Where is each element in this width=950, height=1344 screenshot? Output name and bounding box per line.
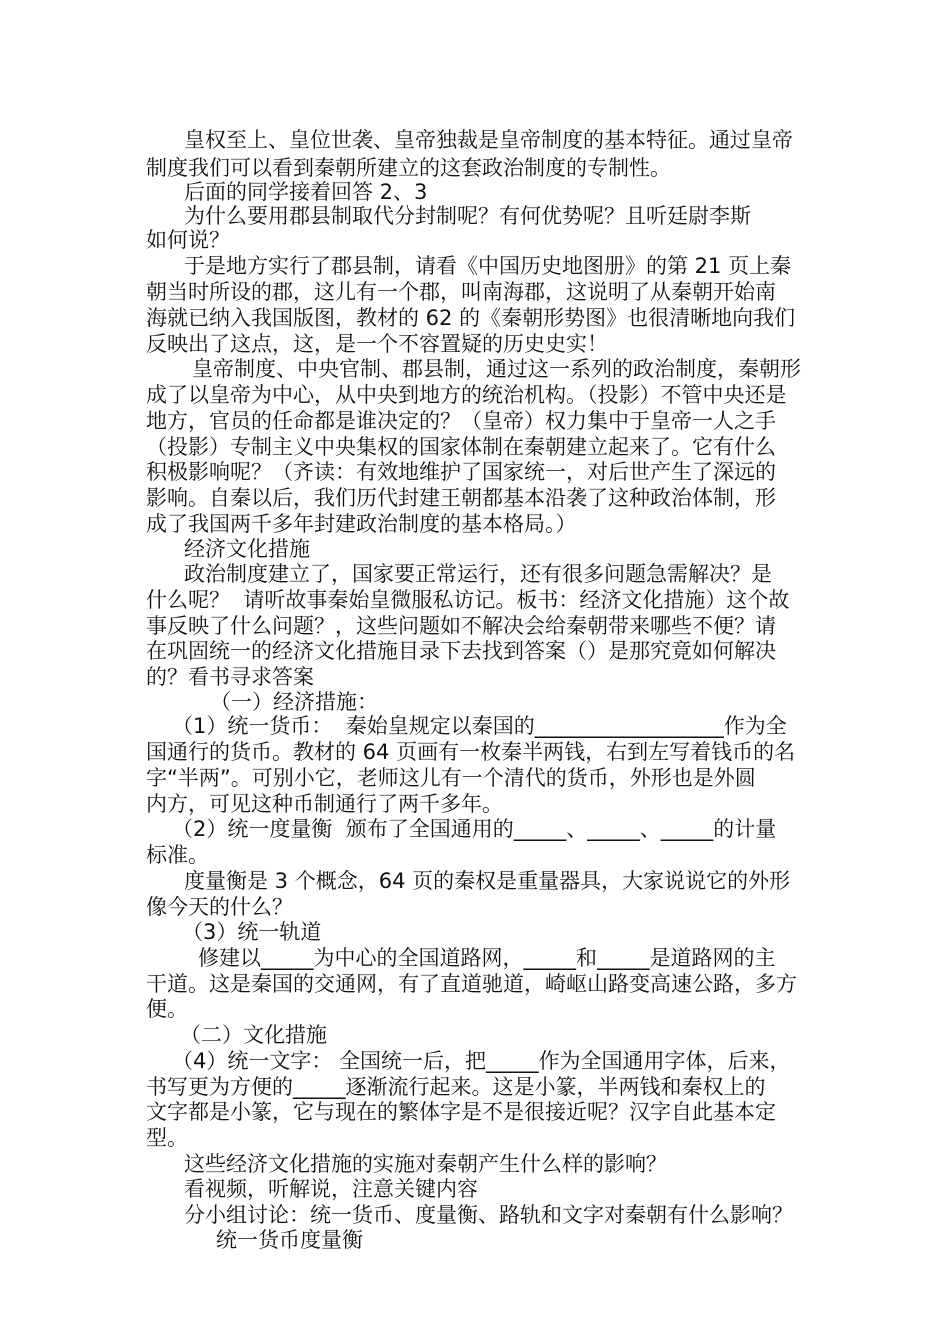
text-line: 度量衡是 3 个概念，64 页的秦权是重量器具，大家说说它的外形 xyxy=(184,869,791,893)
text-line: 朝当时所设的郡，这儿有一个郡，叫南海郡，这说明了从秦朝开始南 xyxy=(146,280,776,304)
text-line: 干道。这是秦国的交通网，有了直道驰道，崎岖山路变高速公路，多方 xyxy=(146,972,797,996)
text-line: 反映出了这点，这，是一个不容置疑的历史史实！ xyxy=(146,332,608,356)
text-line: （2）统一度量衡 颁布了全国通用的_____、_____、_____的计量 xyxy=(172,817,777,841)
text-line: 皇权至上、皇位世袭、皇帝独裁是皇帝制度的基本特征。通过皇帝 xyxy=(184,128,793,152)
text-line: 成了以皇帝为中心，从中央到地方的统治机构。（投影）不管中央还是 xyxy=(146,383,787,407)
text-line: 书写更为方便的_____逐渐流行起来。这是小篆，半两钱和秦权上的 xyxy=(146,1075,766,1099)
text-line: 地方，官员的任命都是谁决定的？（皇帝）权力集中于皇帝一人之手 xyxy=(146,409,776,433)
text-line: 事反映了什么问题？，这些问题如不解决会给秦朝带来哪些不便？请 xyxy=(146,614,776,638)
text-line: 这些经济文化措施的实施对秦朝产生什么样的影响？ xyxy=(184,1152,667,1176)
text-line: 修建以_____为中心的全国道路网，_____和_____是道路网的主 xyxy=(198,946,776,970)
text-line: 皇帝制度、中央官制、郡县制，通过这一系列的政治制度，秦朝形 xyxy=(192,357,801,381)
section-heading: 经济文化措施 xyxy=(184,537,310,561)
text-line: 成了我国两千多年封建政治制度的基本格局。） xyxy=(146,512,577,536)
text-line: 国通行的货币。教材的 64 页画有一枚秦半两钱，右到左写着钱币的名 xyxy=(146,740,796,764)
text-line: 在巩固统一的经济文化措施目录下去找到答案（）是那究竟如何解决 xyxy=(146,639,776,663)
text-line: 影响。自秦以后，我们历代封建王朝都基本沿袭了这种政治体制，形 xyxy=(146,486,776,510)
text-line: 分小组讨论：统一货币、度量衡、路轨和文字对秦朝有什么影响？ xyxy=(184,1203,793,1227)
text-line: 型。 xyxy=(146,1126,188,1150)
text-line: 统一货币度量衡 xyxy=(216,1228,363,1252)
text-line: 文字都是小篆，它与现在的繁体字是不是很接近呢？汉字自此基本定 xyxy=(146,1100,776,1124)
text-line: 像今天的什么？ xyxy=(146,895,293,919)
text-line: 积极影响呢？（齐读：有效地维护了国家统一，对后世产生了深远的 xyxy=(146,460,776,484)
text-line: （4）统一文字： 全国统一后，把_____作为全国通用字体，后来， xyxy=(172,1049,791,1073)
section-heading: （3）统一轨道 xyxy=(182,920,322,944)
text-line: 字“半两”。可别小它，老师这儿有一个清代的货币，外形也是外圆 xyxy=(146,766,756,790)
text-line: 标准。 xyxy=(146,843,209,867)
text-line: 为什么要用郡县制取代分封制呢？有何优势呢？且听廷尉李斯 xyxy=(184,204,751,228)
text-line: （1）统一货币： 秦始皇规定以秦国的__________________作为全 xyxy=(172,714,787,738)
section-heading: （一）经济措施： xyxy=(210,690,378,714)
section-heading: （二）文化措施 xyxy=(180,1023,327,1047)
text-line: 海就已纳入我国版图，教材的 62 的《秦朝形势图》也很清晰地向我们 xyxy=(146,306,796,330)
text-line: 如何说？ xyxy=(146,228,230,252)
text-line: 政治制度建立了，国家要正常运行，还有很多问题急需解决？是 xyxy=(184,562,772,586)
text-line: 什么呢？ 请听故事秦始皇微服私访记。板书：经济文化措施）这个故 xyxy=(146,588,790,612)
text-line: （投影）专制主义中央集权的国家体制在秦朝建立起来了。它有什么 xyxy=(146,435,776,459)
text-line: 后面的同学接着回答 2、3 xyxy=(184,180,428,204)
text-line: 便。 xyxy=(146,997,188,1021)
text-line: 于是地方实行了郡县制，请看《中国历史地图册》的第 21 页上秦 xyxy=(184,254,792,278)
text-line: 内方，可见这种币制通行了两千多年。 xyxy=(146,792,503,816)
text-line: 的？看书寻求答案 xyxy=(146,665,314,689)
text-line: 制度我们可以看到秦朝所建立的这套政治制度的专制性。 xyxy=(146,156,671,180)
text-line: 看视频，听解说，注意关键内容 xyxy=(184,1177,478,1201)
